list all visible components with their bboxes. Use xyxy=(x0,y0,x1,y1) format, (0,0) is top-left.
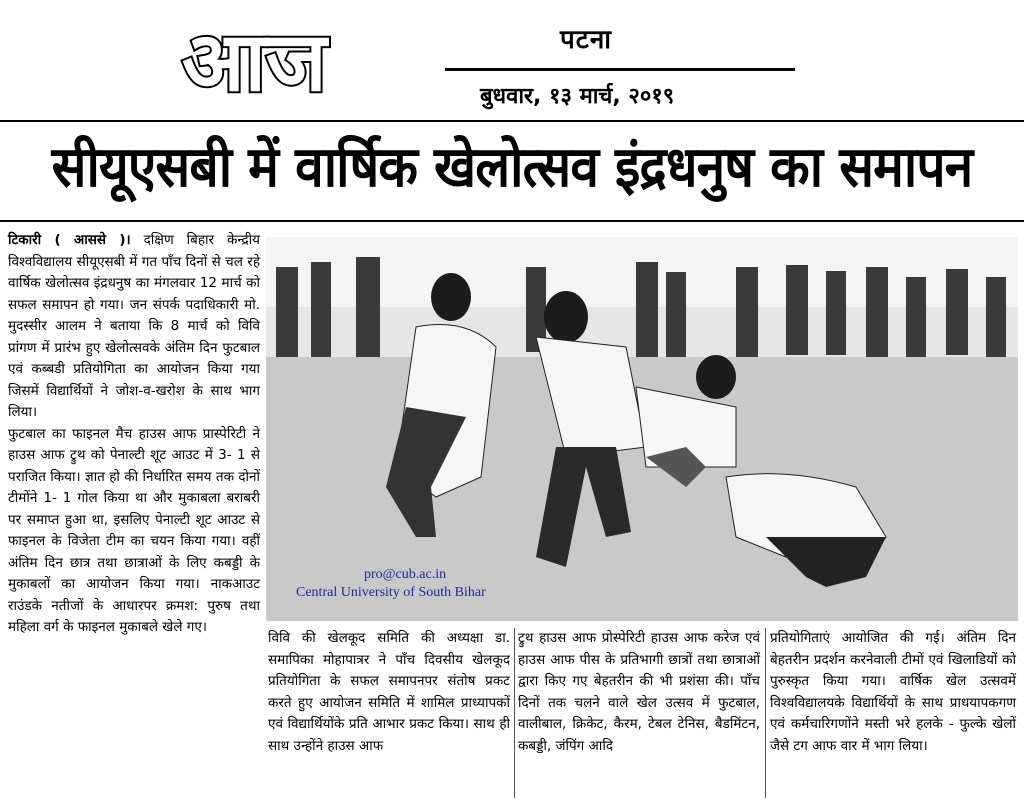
photo-credit xyxy=(296,566,486,602)
masthead-rule xyxy=(445,68,795,71)
logo-text: आज xyxy=(182,15,327,106)
article-column-4: प्रतियोगिताएं आयोजित की गई। अंतिम दिन बेहतरीन प्रदर्शन करनेवाली टीमों एवं खिलाडियों को पुरुस्कृत किया गया। वार्षिक खेल उत्सवमें विश्वविद्यालयके विद्यार्थियों के साथ प्राधयापकगण एवं कर्मचारिगणोंने मस्ती भरे हलके - फुल्के खेलों जैसे टग आफ वार में भाग लिया। xyxy=(770,630,1016,754)
photo-graphic xyxy=(266,237,1018,621)
photo-credit-org: Central University of South Bihar xyxy=(296,585,486,600)
article-column-3: ट्रुथ हाउस आफ प्रोस्पेरिटी हाउस आफ करेज एवं हाउस आफ पीस के प्रतिभागी छात्रों तथा छात्राओं द्वारा किए गए बेहतरीन की भी प्रशंसा की। पाँच दिनों तक चलने वाले खेल उत्सव में फुटबाल, वालीबाल, क्रिकेट, कैरम, टेबल टेनिस, बैडमिंटन, कबड्डी, जंपिंग आदि xyxy=(518,630,760,754)
edition-city: पटना xyxy=(560,25,613,55)
article-column-2: विवि की खेलकूद समिति की अध्यक्षा डा. समापिका मोहापात्रर ने पाँच दिवसीय खेलकूद प्रतियोगिता के सफल समापनपर संतोष प्रकट करते हुए आयोजन समिति में शामिल प्राध्यापकों एवं विद्यार्थियोंके प्रति आभार प्रकट किया। साथ ही साथ उन्होंने हाउस आफ xyxy=(268,630,510,754)
article-headline: सीयूएसबी में वार्षिक खेलोत्सव इंद्रधनुष का समापन xyxy=(51,135,973,200)
photo-credit-email: pro@cub.ac.in xyxy=(364,567,447,582)
newspaper-logo xyxy=(178,14,388,106)
column-divider xyxy=(765,628,766,798)
article-photo xyxy=(266,237,1018,621)
dateline: टिकारी ( आससे )। xyxy=(8,232,131,248)
article-column-1 xyxy=(8,230,260,639)
divider xyxy=(0,220,1024,222)
divider xyxy=(0,120,1024,122)
article-paragraph-2: फुटबाल का फाइनल मैच हाउस आफ प्रास्पेरिटी ने हाउस आफ ट्रुथ को पेनाल्टी शूट आउट में 3- 1 से पराजित किया। ज्ञात हो की निर्धारित समय तक दोनों टीमोंने 1- 1 गोल किया था और मुकाबला बराबरी पर समाप्त हुआ था, इसलिए पेनाल्टी शूट आउट से फाइनल के विजेता टीम का चयन किया गया। वहीं अंतिम दिन छात्र तथा छात्राओं के लिए कबड्डी के मुकाबलों का आयोजन किया गया। नाकआउट राउंडके नतीजों के आधारपर क्रमश: पुरुष तथा महिला वर्ग के फाइनल मुकाबले खेले गए। xyxy=(8,425,260,635)
article-paragraph-1 xyxy=(8,230,260,424)
paragraph-text: दक्षिण बिहार केन्द्रीय विश्वविद्यालय सीयूएसबी में गत पाँच दिनों से चल रहे वार्षिक खेलोत्सव इंद्रधनुष का मंगलवार 12 मार्च को सफल समापन हो गया। जन संपर्क पदाधिकारी मो. मुदस्सीर आलम ने बताया कि 8 मार्च को विवि प्रांगण में प्रारंभ हुए खेलोत्सवके अंतिम दिन फुटबाल एवं कब्बडी प्रतियोगिता का आयोजन किया गया जिसमें विद्यार्थियों ने जोश-व-खरोश के साथ भाग लिया। xyxy=(8,232,260,420)
column-divider xyxy=(514,628,515,798)
edition-date: बुधवार, १३ मार्च, २०१९ xyxy=(480,84,675,109)
